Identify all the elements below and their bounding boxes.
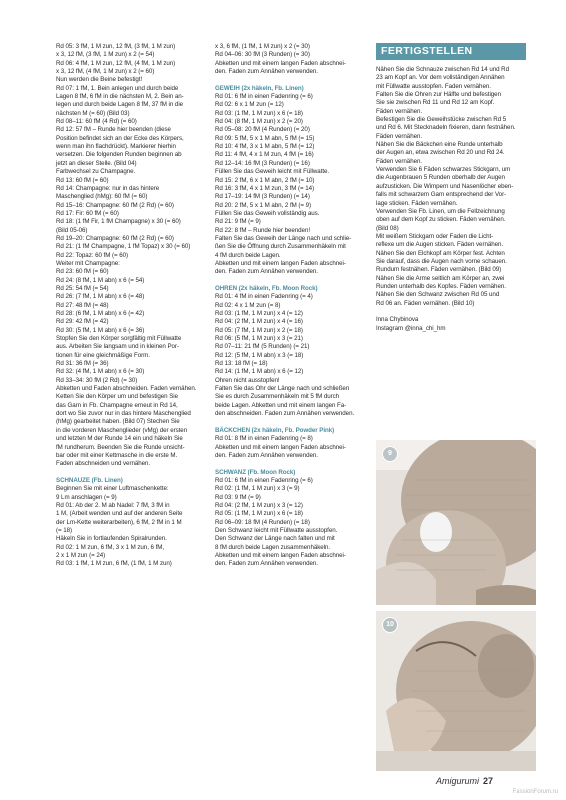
text-line: Rd 26: (7 fM, 1 M abn) x 6 (= 48) [56,293,145,301]
text-line: Sie sie zwischen Rd 11 und Rd 12 am Kopf. [376,99,495,107]
text-line: Rd 27: 48 fM (= 48) [56,301,109,309]
text-line: Abketten und Faden abschneiden. Faden vernähen. [56,385,197,393]
text-line: Instagram @inna_chi_hm [376,324,446,332]
watermark: FassionForum.ru [512,789,558,795]
text-line: bar oder mit einer Kettmasche in die erste M. [56,451,178,459]
text-line: dort wo Sie zuvor nur in das hintere Maschenglied [56,410,191,418]
text-line: falls mit schwarzem Garn entsprechend der Vor- [376,191,507,199]
text-line: reflexe um die Augen sticken. Fäden vernähen. [376,241,504,249]
column-middle [215,43,365,569]
text-line: tionen für eine gleichmäßige Form. [56,351,150,359]
text-line: Falten Sie das Ohr der Länge nach und schließen [215,385,350,393]
text-line: Weiter mit Champagne: [56,259,120,267]
text-line: Rd 22: Topaz: 60 fM (= 60) [56,251,129,259]
text-line: ßen Sie die Öffnung durch Zusammenhäkeln mit [215,243,346,251]
text-line: Rd 05: (1 fM, 1 M zun) x 6 (= 18) [215,510,303,518]
text-line: Rd 32: (4 fM, 1 M abn) x 6 (= 30) [56,368,145,376]
text-line [215,76,365,84]
section-heading: BÄCKCHEN (2x häkeln, Fb. Powder Pink) [215,426,335,434]
text-line: Mit weißem Stickgarn oder Faden die Licht- [376,232,494,240]
section-heading: SCHWANZ (Fb. Moon Rock) [215,468,296,476]
text-line: Sie es durch Zusammenhäkeln mit 5 fM durch [215,393,340,401]
text-line: Rd 20: 2 fM, 5 x 1 M abn, 2 fM (= 9) [215,201,312,209]
section-title-fertigstellen: FERTIGSTELLEN [376,43,526,60]
text-line: Fäden vernähen. [376,157,423,165]
text-line: Rd 14: Champagne: nur in das hintere [56,184,160,192]
text-line: Rd 13: 18 fM (= 18) [215,360,268,368]
text-line: Rd 31: 36 fM (= 36) [56,360,109,368]
photo-badge-10: 10 [382,617,398,633]
text-line: Faden abschneiden und vernähen. [56,460,151,468]
text-line: Befestigen Sie die Geweihstücke zwischen Rd 5 [376,116,507,124]
text-line: Rd 02: 6 x 1 M zun (= 12) [215,101,284,109]
text-line: Den Schwanz der Länge nach falten und mit [215,535,335,543]
text-line: Rd 01: 4 fM in einen Fadenring (= 4) [215,293,313,301]
text-line: Nähen Sie den Elchkopf am Körper fest. Achten [376,249,505,257]
text-line: Fäden vernähen. [376,132,423,140]
text-line: Rd 08–11: 60 fM (4 Rd) (= 60) [56,118,137,126]
text-line: Beginnen Sie mit einer Luftmaschenkette: [56,485,169,493]
text-line: (Bild 08) [376,224,399,232]
section-heading: SCHNAUZE (Fb. Linen) [56,476,123,484]
text-line: Abketten und mit einem langen Faden abschnei- [215,259,346,267]
text-line: Rd 15: 2 fM, 6 x 1 M abn, 2 fM (= 10) [215,176,315,184]
text-line: Maschenglied (hMg): 60 fM (= 60) [56,193,148,201]
text-line [215,460,365,468]
text-line: Rd 05–08: 20 fM (4 Runden) (= 20) [215,126,310,134]
text-line: Rd 30: (5 fM, 1 M abn) x 6 (= 36) [56,326,145,334]
text-line: Rd 11: 4 fM, 4 x 1 M zun, 4 fM (= 16) [215,151,314,159]
photo-badge-9: 9 [382,446,398,462]
text-line: Rd 24: (8 fM, 1 M abn) x 6 (= 54) [56,276,145,284]
text-line: der Augen an, etwa zwischen Rd 20 und Rd 24. [376,149,505,157]
text-line: Rd 05: (7 fM, 1 M zun) x 2 (= 18) [215,326,303,334]
text-line: Fäden vernähen. [376,107,423,115]
text-line: Rd 04: (8 fM, 1 M zun) x 2 (= 20) [215,118,303,126]
text-line: Nähen Sie die Bäckchen eine Runde unterhalb [376,141,503,149]
text-line: Nähen Sie den Schwanz zwischen Rd 05 und [376,291,500,299]
text-line: x 3, 12 fM, (3 fM, 1 M zun) x 2 (= 54) [56,51,155,59]
text-line: Füllen Sie das Geweih leicht mit Füllwatte. [215,168,330,176]
text-line: Rd 03: 9 fM (= 9) [215,493,261,501]
text-line: Rd 17–19: 14 fM (3 Runden) (= 14) [215,193,310,201]
text-line: Rd 25: 54 fM (= 54) [56,284,109,292]
text-line: 8 fM durch beide Lagen zusammenhäkeln. [215,543,331,551]
text-line: 1 M, (Arbeit wenden und auf der anderen Seite [56,510,183,518]
text-line: Rd 06: 4 fM, 1 M zun, 12 fM, (4 fM, 1 M zun) [56,59,176,67]
text-line: (Bild 05-06) [56,226,88,234]
text-line: Abketten und mit einem langen Faden abschnei- [215,443,346,451]
text-line: Stopfen Sie den Körper sorgfältig mit Füllwatte [56,335,182,343]
text-line: Rd 16: 3 fM, 4 x 1 M zun, 3 fM (= 14) [215,184,315,192]
text-line: Rd 01: Ab der 2. M ab Nadel: 7 fM, 3 fM in [56,501,170,509]
text-line: Rd 21: (1 fM Champagne, 1 fM Topaz) x 30 (= 60) [56,243,191,251]
text-line: Rd 03: (1 fM, 1 M zun) x 6 (= 18) [215,109,303,117]
text-line: Nun werden die Beine befestigt! [56,76,143,84]
text-line: 4 fM durch beide Lagen. [215,251,281,259]
text-line: Rd 17: Fir: 60 fM (= 60) [56,209,119,217]
text-line: Rd 01: 8 fM in einen Fadenring (= 8) [215,435,313,443]
text-line: Abketten und mit einem langen Faden abschnei- [215,551,346,559]
text-line: Position befindet sich an der Ecke des Körpers, [56,134,184,142]
section-heading: GEWEIH (2x häkeln, Fb. Linen) [215,84,304,92]
text-line: Rd 12: 57 fM – Runde hier beenden (diese [56,126,171,134]
text-line: Rd 06: (5 fM, 1 M zun) x 3 (= 21) [215,335,303,343]
text-line: Rd 28: (6 fM, 1 M abn) x 6 (= 42) [56,310,145,317]
text-line: die Augenbrauen 5 Runden oberhalb der Augen [376,174,505,182]
text-line: Rd 12–14: 16 fM (3 Runden) (= 16) [215,159,310,167]
photo-step-10 [376,611,536,771]
text-line: Rd 21: 9 fM (= 9) [215,218,261,226]
text-line [376,308,526,316]
text-line: Lagen 8 fM, 6 fM in die nächsten M, 2. Bein an- [56,93,184,101]
text-line: und letzten M der Runde 14 ein und häkeln Sie [56,435,183,443]
text-line: beide Lagen. Abketten und mit einem langen Fa- [215,401,347,409]
text-line: den. Faden zum Annähen verwenden. [215,560,318,568]
text-line [215,418,365,426]
text-line: Rd 01: 6 fM in einen Fadenring (= 6) [215,476,313,484]
text-line: Rd 23: 60 fM (= 60) [56,268,109,276]
text-line: Rd 04: (2 fM, 1 M zun) x 4 (= 16) [215,318,303,326]
text-line: den abschneiden. Faden zum Annähen verwenden. [215,410,355,418]
text-line: Nähen Sie die Schnauze zwischen Rd 14 und Rd [376,66,509,73]
text-line: Falten Sie das Geweih der Länge nach und schlie- [215,234,352,242]
text-line: das Garn in Fb. Champagne erneut in Rd 14, [56,401,178,409]
text-line: Häkeln Sie in fortlaufenden Spiralrunden. [56,535,167,543]
text-line: Rd 06–09: 18 fM (4 Runden) (= 18) [215,518,310,526]
text-line: Farbwechsel zu Champagne. [56,168,136,176]
text-line: x 3, 12 fM, (4 fM, 1 M zun) x 2 (= 60) [56,68,155,76]
text-line: 9 Lm anschlagen (= 9) [56,493,117,501]
text-line: Ketten Sie den Körper um und befestigen Sie [56,393,179,401]
text-line: Rd 06 an. Fäden vernähen. (Bild 10) [376,299,475,307]
text-line: den. Faden zum Annähen verwenden. [215,451,318,459]
text-line: Rd 07: 1 fM, 1. Bein anlegen und durch beide [56,84,179,92]
text-line: Rd 12: (5 fM, 1 M abn) x 3 (= 18) [215,351,304,359]
text-line: Rd 18: (1 fM Fir, 1 fM Champagne) x 30 (= 60) [56,218,181,226]
text-line: Rd 04: (2 fM, 1 M zun) x 3 (= 12) [215,501,303,509]
text-line: 2 x 1 M zun (= 24) [56,551,106,559]
text-line: Rd 29: 42 fM (= 42) [56,318,109,326]
text-line: aus. Arbeiten Sie langsam und in kleinen Por- [56,343,179,351]
text-line: der Lm-Kette weiterarbeiten), 6 fM, 2 fM in 1 M [56,518,182,526]
text-line: Rd 03: (1 fM, 1 M zun) x 4 (= 12) [215,310,303,317]
text-line: in die vorderen Maschenglieder (vMg) der ersten [56,426,188,434]
text-line: Füllen Sie das Geweih vollständig aus. [215,209,320,217]
text-line: oben auf dem Kopf zu sticken. Fäden vernähen. [376,216,506,224]
text-line: den. Faden zum Annähen verwenden. [215,268,318,276]
text-line: den. Faden zum Annähen verwenden. [215,68,318,76]
text-line: aufzusticken. Die Wimpern und Nasenlöcher eben- [376,182,514,190]
text-line: Rd 15–16: Champagne: 60 fM (2 Rd) (= 60) [56,201,174,209]
text-line: jetzt an dieser Stelle. (Bild 04) [56,159,137,167]
text-line: Verwenden Sie 6 Fäden schwarzes Stickgarn, um [376,166,511,174]
text-line: Rd 02: 1 M zun, 6 fM, 3 x 1 M zun, 6 fM, [56,543,165,551]
text-line: (hMg) gearbeitet haben. (Bild 07) Stechen Sie [56,418,180,426]
text-line: Rd 22: 8 fM – Runde hier beenden! [215,226,311,234]
text-line: Rd 10: 4 fM, 3 x 1 M abn, 5 fM (= 12) [215,143,315,151]
text-line: Falten Sie die Ohren zur Hälfte und befestigen [376,91,501,99]
text-line: mit Füllwatte ausstopfen. Faden vernähen. [376,82,491,90]
page-footer [436,776,493,786]
text-line [215,277,365,285]
text-line: Abketten und mit einem langen Faden abschnei- [215,59,346,67]
text-line: Rd 13: 60 fM (= 60) [56,176,109,184]
text-line: Den Schwanz leicht mit Füllwatte ausstopfen. [215,526,338,534]
text-line: Inna Chybinova [376,316,419,324]
text-line: Rd 02: 4 x 1 M zun (= 8) [215,301,281,309]
text-line: fM rundherum. Beenden Sie die Runde unsicht- [56,443,185,451]
column-right [376,43,526,333]
photo-step-9 [376,440,536,605]
text-line: legen und durch beide Lagen 8 fM, 37 fM in die [56,101,184,109]
text-line: Verwenden Sie Fb. Linen, um die Fellzeichnung [376,207,505,215]
text-line: 23 am Kopf an. Vor dem vollständigen Annähen [376,74,505,82]
magazine-name: Amigurumi [436,776,480,786]
text-line: nächsten M (= 60) (Bild 03) [56,109,130,117]
text-line: Rundum festnähen. Fäden vernähen. (Bild 09) [376,266,502,274]
text-line: und Rd 6. Mit Stecknadeln fixieren, dann festnähen. [376,124,516,132]
page-number: 27 [483,776,494,786]
text-line: Runden unterhalb des Kopfes. Fäden vernähen. [376,282,506,290]
text-line: Rd 14: (1 fM, 1 M abn) x 6 (= 12) [215,368,304,376]
text-line [56,469,206,477]
text-line: Rd 07–11: 21 fM (5 Runden) (= 21) [215,343,310,351]
text-line: x 3, 6 fM, (1 fM, 1 M zun) x 2 (= 30) [215,43,310,50]
text-line: Ohren nicht ausstopfen! [215,376,280,384]
text-line: Sie darauf, dass die Augen nach vorne schauen. [376,257,507,265]
text-line: Rd 03: 1 fM, 1 M zun, 6 fM, (1 fM, 1 M zun) [56,560,172,568]
text-line: wenn man ihn flachdrückt). Markierer hierhin [56,143,176,151]
text-line: Rd 19–20: Champagne: 60 fM (2 Rd) (= 60) [56,234,174,242]
text-line: Rd 09: 5 fM, 5 x 1 M abn, 5 fM (= 15) [215,134,315,142]
text-line: Rd 01: 6 fM in einen Fadenring (= 6) [215,93,313,101]
section-heading: OHREN (2x häkeln, Fb. Moon Rock) [215,284,318,292]
text-line: Nähen Sie die Arme seitlich am Körper an, zwei [376,274,505,282]
text-line: Rd 05: 3 fM, 1 M zun, 12 fM, (3 fM, 1 M zun) [56,43,176,50]
text-line: Rd 02: (1 fM, 1 M zun) x 3 (= 9) [215,485,300,493]
text-line: lage sticken. Fäden vernähen. [376,199,458,207]
text-line: Rd 04–06: 30 fM (3 Runden) (= 30) [215,51,310,59]
text-line: (= 18) [56,526,73,534]
text-line: Rd 33–34: 30 fM (2 Rd) (= 30) [56,376,138,384]
text-line: versetzen. Die folgenden Runden beginnen ab [56,151,182,159]
column-left [56,43,206,569]
